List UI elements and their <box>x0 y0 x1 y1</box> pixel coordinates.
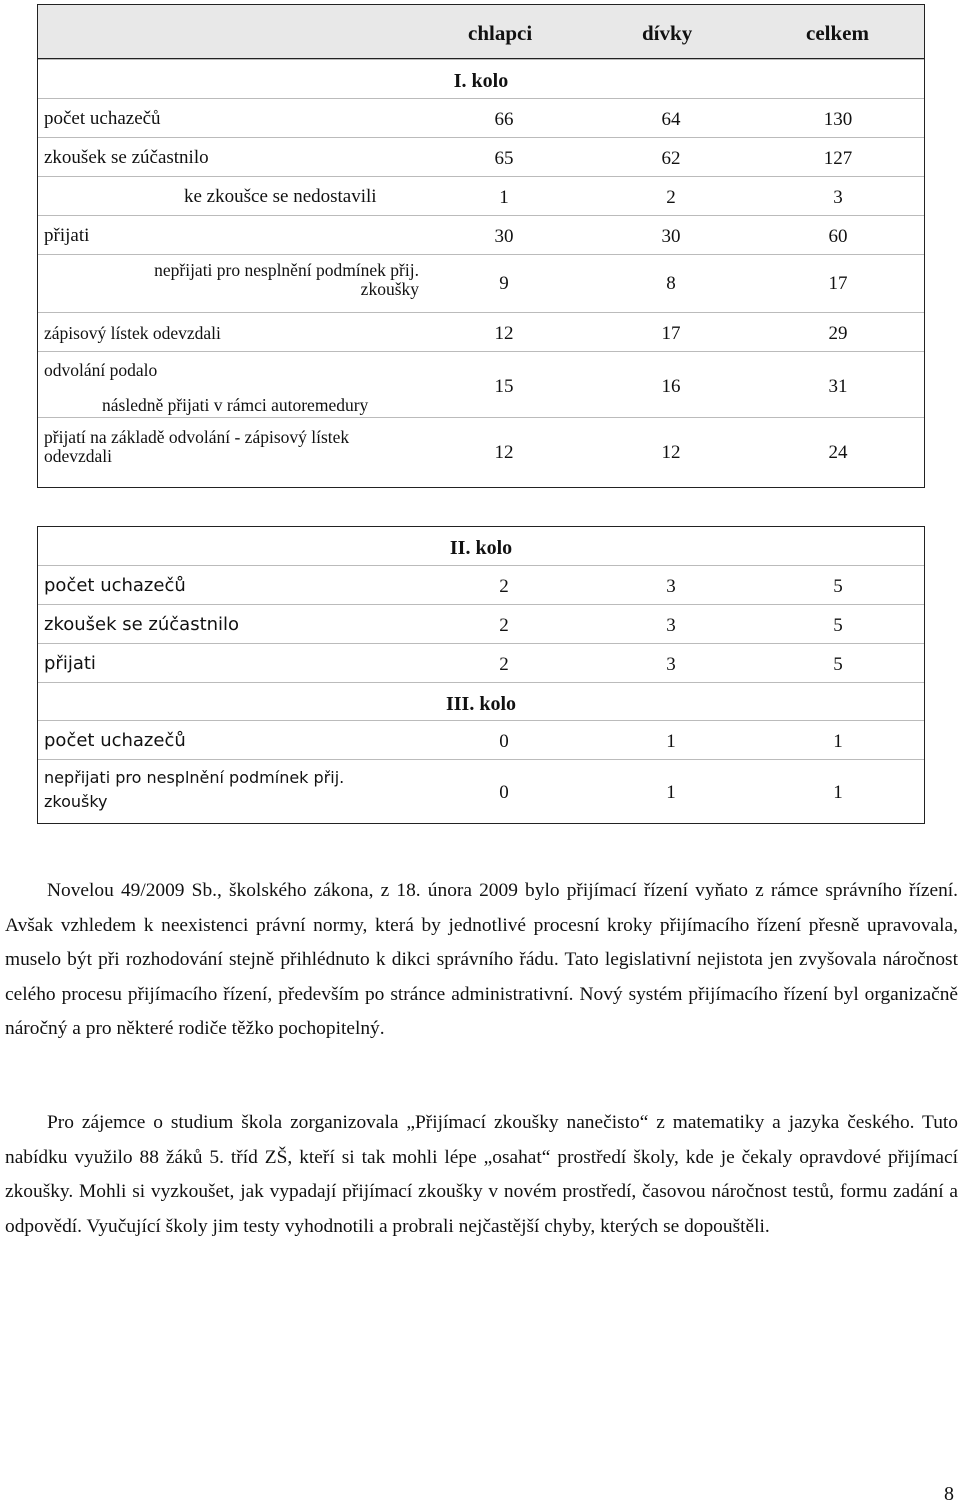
table-row: zkoušek se zúčastnilo 2 3 5 <box>38 604 924 643</box>
header-boys: chlapci <box>468 21 533 45</box>
page-number: 8 <box>944 1483 954 1505</box>
table-row: nepřijati pro nesplnění podmínek přij. zkoušky 9 8 17 <box>38 254 924 312</box>
table-header-row <box>38 5 924 59</box>
section-title: II. kolo <box>449 537 513 559</box>
table-row: počet uchazečů 0 1 1 <box>38 720 924 759</box>
section-title: I. kolo <box>38 59 924 98</box>
table-row: počet uchazečů 2 3 5 <box>38 565 924 604</box>
table-row: přijatí na základě odvolání - zápisový lístek odevzdali 12 12 24 <box>38 417 924 483</box>
table-row: nepřijati pro nesplnění podmínek přij. zkoušky 0 1 1 <box>38 759 924 823</box>
paragraph-amendment: Novelou 49/2009 Sb., školského zákona, z 18. února 2009 bylo přijímací řízení vyňato z rámce správního řízení. Avšak vzhledem k neexistenci právní normy, která by jednotlivé procesní kroky přijímacího řízení přesně upravovala, muselo být při rozhodování stejně přihlédnuto k dikci správního řádu. Tato legislativní nejistota jen zvyšovala náročnost celého procesu přijímacího řízení, především po stránce administrativní. Nový systém přijímacího řízení byl organizačně náročný a pro některé rodiče těžko pochopitelný. <box>5 880 958 1040</box>
paragraph-mock-exams: Pro zájemce o studium škola zorganizovala „Přijímací zkoušky nanečisto“ z matematiky a jazyka českého. Tuto nabídku využilo 88 žáků 5. tříd ZŠ, kteří si tak mohli lépe „osahat“ prostředí školy, kde je čekaly opravdové přijímací zkoušky. Mohli si vyzkoušet, jak vypadají přijímací zkoušky v novém prostředí, časovou náročnost testů, formu zadání a odpovědí. Vyučující školy jim testy vyhodnotili a probrali nejčastější chyby, kterých se dopouštěli. <box>5 1112 958 1237</box>
table-row: přijati 2 3 5 <box>38 643 924 682</box>
admission-table-round-1 <box>37 4 925 488</box>
table-row: ke zkoušce se nedostavili 1 2 3 <box>38 176 924 215</box>
section-title: III. kolo <box>38 682 924 720</box>
header-total: celkem <box>806 21 869 45</box>
table-row: přijati 30 30 60 <box>38 215 924 254</box>
table-row: počet uchazečů 66 64 130 <box>38 98 924 137</box>
table-row: odvolání podalo následně přijati v rámci autoremedury 15 16 31 <box>38 351 924 417</box>
table-row: zápisový lístek odevzdali 12 17 29 <box>38 312 924 351</box>
admission-table-rounds-2-3 <box>37 526 925 824</box>
header-girls: dívky <box>642 21 693 45</box>
table-row: zkoušek se zúčastnilo 65 62 127 <box>38 137 924 176</box>
